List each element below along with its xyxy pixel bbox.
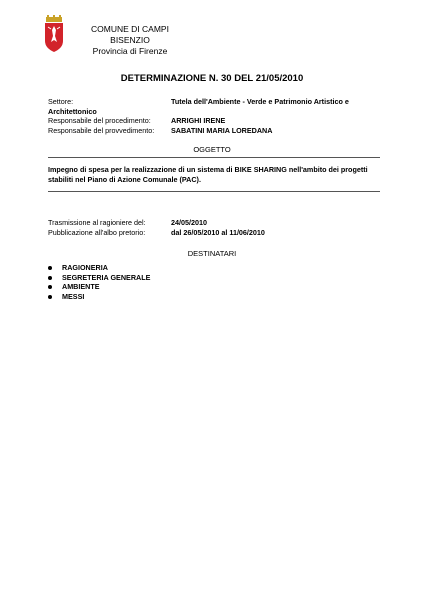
oggetto-rule-bottom [48,191,380,192]
list-item [48,273,150,283]
resp-procedimento-value: ARRIGHI IRENE [171,116,226,126]
oggetto-rule-top [48,157,380,158]
list-item [48,282,150,292]
destinatari-label: DESTINATARI [187,249,237,258]
list-item [48,292,150,302]
settore-row [48,97,378,107]
destinatario-label: MESSI [62,292,85,302]
oggetto-text: Impegno di spesa per la realizzazione di un sistema di BIKE SHARING nell'ambito dei progetti stabiliti nel Piano di Azione Comunale (PAC). [48,165,368,184]
destinatario-label: AMBIENTE [62,282,100,292]
bullet-icon [48,266,52,270]
destinatari-list [48,263,150,302]
resp-provvedimento-value: SABATINI MARIA LOREDANA [171,125,273,135]
municipal-crest-icon [44,15,64,53]
province-name: Provincia di Firenze [92,46,168,56]
trasmissione-row [48,218,378,228]
resp-procedimento-label: Responsabile del procedimento: [48,116,151,126]
settore-value-continued: Architettonico [48,106,97,116]
destinatario-label: SEGRETERIA GENERALE [62,272,151,282]
bullet-icon [48,276,52,280]
trasmissione-label: Trasmissione al ragioniere del: [48,218,146,227]
pubblicazione-row [48,228,378,238]
publication-block [48,218,378,237]
bullet-icon [48,285,52,289]
resp-procedimento-row [48,116,378,126]
trasmissione-value: 24/05/2010 [171,218,207,227]
document-title: DETERMINAZIONE N. 30 DEL 21/05/2010 [120,73,304,84]
oggetto-label: OGGETTO [193,145,231,154]
resp-provvedimento-row [48,126,378,136]
resp-provvedimento-label: Responsabile del provvedimento: [48,125,155,135]
list-item [48,263,150,273]
bullet-icon [48,295,52,299]
municipality-header [78,24,182,57]
settore-label: Settore: [48,97,74,106]
settore-value: Tutela dell'Ambiente - Verde e Patrimonio Artistico e [171,97,349,106]
destinatario-label: RAGIONERIA [62,263,108,272]
pubblicazione-label: Pubblicazione all'albo pretorio: [48,227,146,237]
municipality-name: COMUNE DI CAMPI BISENZIO [91,24,169,45]
pubblicazione-value: dal 26/05/2010 al 11/06/2010 [171,227,265,237]
info-block [48,97,378,135]
